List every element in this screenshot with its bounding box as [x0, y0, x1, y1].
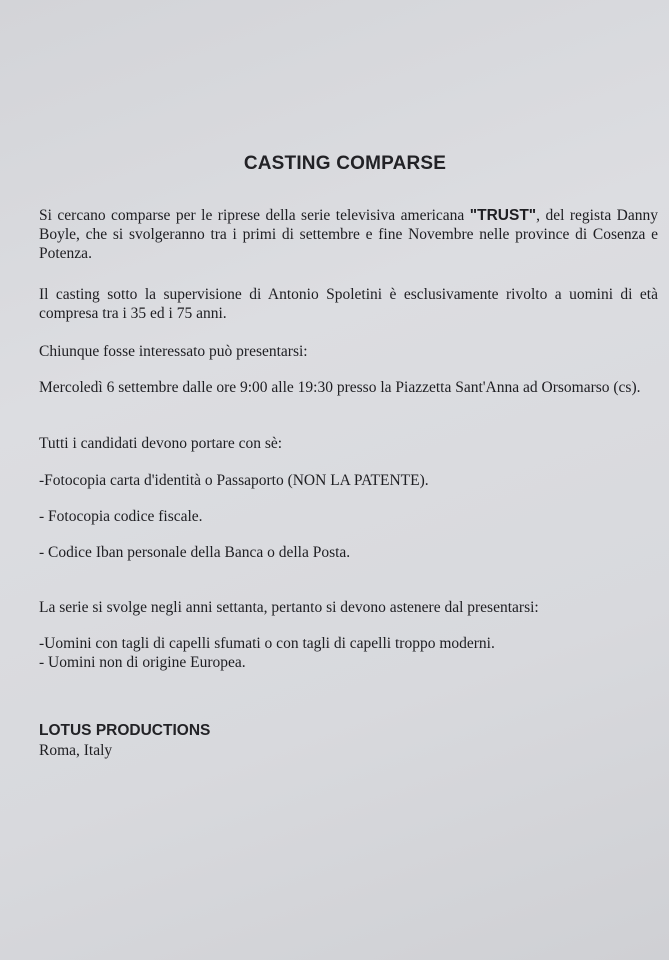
interested-line: Chiunque fosse interessato può presentarsi: [39, 343, 308, 360]
exclude-item-haircut: -Uomini con tagli di capelli sfumati o con tagli di capelli troppo moderni. [39, 635, 495, 652]
series-title: "TRUST" [469, 207, 537, 224]
company-city: Roma, Italy [39, 742, 113, 759]
bring-item-id: -Fotocopia carta d'identità o Passaporto (NON LA PATENTE). [39, 472, 429, 489]
exclude-item-origin: - Uomini non di origine Europea. [39, 654, 246, 671]
casting-paragraph: Il casting sotto la supervisione di Antonio Spoletini è esclusivamente rivolto a uomini di età compresa tra i 35 ed i 75 anni. [39, 286, 658, 322]
intro-paragraph [39, 206, 658, 263]
bring-item-fiscal-code: - Fotocopia codice fiscale. [39, 508, 203, 525]
notice-title: CASTING COMPARSE [243, 153, 447, 174]
intro-text-end: , del regista Danny Boyle, che si svolgeranno tra i primi di settembre e fine Novembre nelle province di Cosenza e Potenza. [39, 207, 658, 262]
bring-item-iban: - Codice Iban personale della Banca o della Posta. [39, 544, 351, 561]
date-place-paragraph: Mercoledì 6 settembre dalle ore 9:00 alle 19:30 presso la Piazzetta Sant'Anna ad Orsomarso (cs). [39, 379, 641, 396]
bring-intro-line: Tutti i candidati devono portare con sè: [39, 435, 283, 452]
intro-text-start: Si cercano comparse per le riprese della serie televisiva americana [39, 207, 470, 224]
exclude-intro-line: La serie si svolge negli anni settanta, pertanto si devono astenere dal presentarsi: [39, 599, 539, 616]
company-name: LOTUS PRODUCTIONS [39, 722, 211, 739]
